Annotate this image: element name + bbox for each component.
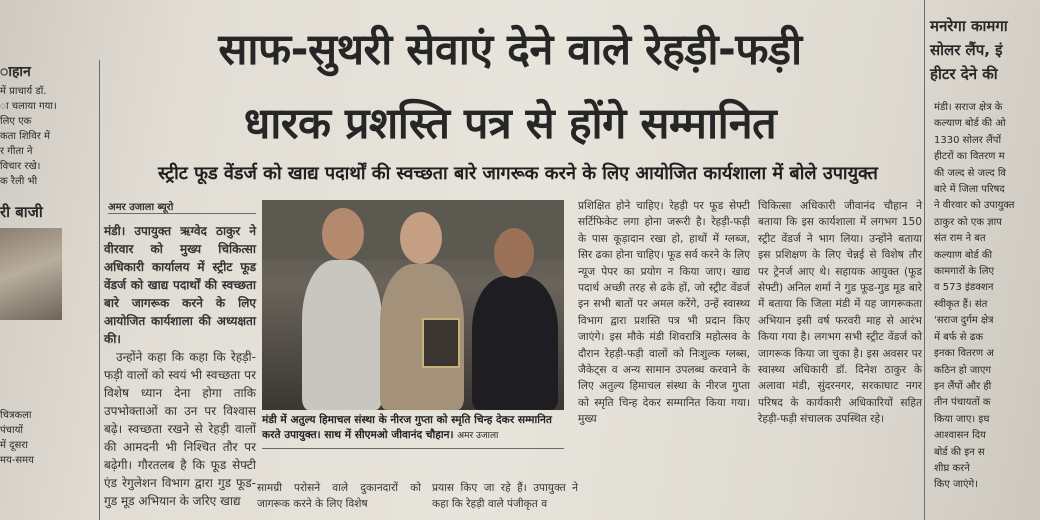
article-column-4: चिकित्सा अधिकारी जीवानंद चौहान ने बताया कि इस कार्यशाला में लगभग 150 स्ट्रीट वेंडर्ज ने भाग लिया। उन्होंने बताया इस प्रशिक्षण के लिए चेन्नई से विशेष तौर पर ट्रेनर्ज आए थे। सहायक आयुक्त (फूड सेफ्टी) अनिल शर्मा ने गुड फूड-गुड मूड बारे में बताया कि जिला मंडी में यह जागरूकता अभियान इसी वर्ष फरवरी माह से आरंभ किया गया है। लगभग सभी स्ट्रीट वेंडर्ज को जागरूक किया जा चुका है। इस अवसर पर स्वास्थ्य अधिकारी डॉ. दिनेश ठाकुर के अलावा मंडी, सुंदरनगर, सरकाघाट नगर परिषद के कार्यकारी अधिकारियों सहित रेहड़ी-फड़ी संचालक उपस्थित रहे। xyxy=(758,200,922,426)
left-strip-text xyxy=(0,84,57,189)
photo-person-right-head xyxy=(494,228,534,278)
left-strip-line: क रैली भी xyxy=(0,176,38,187)
left-adjacent-column xyxy=(0,0,98,520)
photo-credit: अमर उजाला xyxy=(457,431,499,441)
right-strip-line: की जल्द से जल्द वि xyxy=(934,167,1006,179)
right-strip-text xyxy=(934,100,1014,494)
article-paragraph: उन्होंने कहा कि कहा कि रेहड़ी-फड़ी वालों को स्वयं भी स्वच्छता पर विशेष ध्यान देना होगा ताकि उपभोक्ताओं का उन पर विश्वास बढ़े। स्वच्छता रखने से रेहड़ी वालों की आमदनी भी निश्चित तौर पर बढ़ेगी। गौरतलब है कि फूड सेफ्टी एंड रेगुलेशन विभाग द्वारा गुड फूड-गुड मूड अभियान के जरिए खाद्य xyxy=(104,350,256,508)
right-strip-headline-line: हीटर देने की xyxy=(930,65,998,83)
right-strip-line: व 573 इंडक्शन xyxy=(934,282,994,294)
headline-line-1: साफ-सुथरी सेवाएं देने वाले रेहड़ी-फड़ी xyxy=(218,25,802,75)
left-strip-line: लिए एक xyxy=(0,116,32,127)
left-strip-line: र गीता ने xyxy=(0,146,33,157)
left-strip-line: में प्राचार्य डॉ. xyxy=(0,86,47,97)
right-strip-line: मंडी। सराज क्षेत्र के xyxy=(934,102,1003,113)
right-strip-line: बोर्ड की इन स xyxy=(934,446,985,458)
right-strip-line: ने वीरवार को उपायुक्त xyxy=(934,200,1015,212)
left-strip-line: मय-समय xyxy=(0,455,34,466)
photo-caption xyxy=(262,413,564,444)
right-strip-headline-line: मनरेगा कामगा xyxy=(930,17,1008,35)
right-strip-headline-line: सोलर लैंप, इं xyxy=(930,41,1003,59)
memento-plaque xyxy=(422,318,460,368)
caption-rule xyxy=(262,448,564,449)
right-strip-line: ठाकुर को एक ज्ञाप xyxy=(934,216,1002,228)
photo-person-right xyxy=(472,276,558,410)
right-strip-line: इन लैंपों और ही xyxy=(934,380,992,392)
photo-person-left-head xyxy=(322,208,364,260)
article-column-3-bottom: प्रयास किए जा रहे हैं। उपायुक्त ने कहा कि रेहड़ी वाले पंजीकृत व xyxy=(432,482,578,511)
right-strip-line: कल्याण बोर्ड की xyxy=(934,249,993,261)
right-strip-line: आश्वासन दिय xyxy=(934,430,986,442)
right-adjacent-column xyxy=(922,0,1040,520)
article-column-1 xyxy=(104,222,256,508)
right-strip-line: 'सराज दुर्गम क्षेत्र xyxy=(934,315,994,327)
right-strip-line: कामगारों के लिए xyxy=(934,266,995,278)
photo-person-middle-head xyxy=(400,212,442,264)
right-strip-line: तीन पंचायतों क xyxy=(934,397,991,409)
right-strip-line: किए जाएंगे। xyxy=(934,479,978,491)
left-strip-line: पंचायों xyxy=(0,425,24,436)
right-strip-line: में बर्फ से ढक xyxy=(934,331,984,343)
left-strip-line: चित्रकला xyxy=(0,410,32,421)
subheadline: स्ट्रीट फूड वेंडर्ज को खाद्य पदार्थों की स्वच्छता बारे जागरूक करने के लिए आयोजित कार्यशाला में बोले उपायुक्त xyxy=(158,163,878,184)
left-strip-photo xyxy=(0,228,62,320)
right-strip-line: कल्याण बोर्ड की ओ xyxy=(934,118,1006,130)
article-lead-paragraph: मंडी। उपायुक्त ऋग्वेद ठाकुर ने वीरवार को मुख्य चिकित्सा अधिकारी कार्यालय में स्ट्रीट फूड वेंडर्ज को खाद्य पदार्थों की स्वच्छता बारे जागरूक करने के लिए आयोजित कार्यशाला की अध्यक्षता की। xyxy=(104,224,256,346)
left-strip-heading-2: री बाजी xyxy=(0,203,43,221)
article-column-3: प्रशिक्षित होने चाहिए। रेहड़ी पर फूड सेफ्टी सर्टिफिकेट लगा होना जरूरी है। रेहड़ी-फड़ी के पास कूड़ादान रखा हो, हाथों में ग्लब्ज, सिर ढका होना चाहिए। फूड सर्व करने के लिए न्यूज पेपर का प्रयोग न किया जाए। खाद्य पदार्थ अच्छी तरह से ढके हों, जो स्ट्रीट वेंडर्ज इन सभी बातों पर अमल करेंगे, उन्हें स्वास्थ्य विभाग द्वारा प्रशस्ति पत्र भी प्रदान किए जाएंगे। इस मौके मंडी शिवरात्रि महोत्सव के दौरान रेहड़ी-फड़ी वालों को निःशुल्क ग्लब्स, जैकेट्स व अन्य सामान उपलब्ध करवाने के लिए अतुल्य हिमाचल संस्था के नीरज गुप्ता को स्मृति चिन्ह देकर सम्मानित किया गया। मुख्य xyxy=(578,200,750,426)
article-column-2-bottom: सामग्री परोसने वाले दुकानदारों को जागरूक करने के लिए विशेष xyxy=(257,482,421,511)
left-strip-line: विचार रखे। xyxy=(0,161,41,172)
right-strip-line: हीटरों का वितरण म xyxy=(934,151,1005,163)
right-strip-headline xyxy=(930,14,1008,86)
left-strip-text-2 xyxy=(0,408,34,468)
right-strip-line: कठिन हो जाएग xyxy=(934,364,992,376)
right-strip-line: बारे में जिला परिषद xyxy=(934,184,1005,196)
headline-line-2: धारक प्रशस्ति पत्र से होंगे सम्मानित xyxy=(243,99,777,149)
byline: अमर उजाला ब्यूरो xyxy=(108,202,174,213)
byline-rule xyxy=(108,213,256,214)
right-strip-line: शीघ्र करने xyxy=(934,462,970,474)
article-photo xyxy=(262,200,564,410)
left-strip-line: ा चलाया गया। xyxy=(0,101,57,112)
left-strip-line: कता शिविर में xyxy=(0,131,50,142)
photo-caption-text: मंडी में अतुल्य हिमाचल संस्था के नीरज गुप्ता को स्मृति चिन्ह देकर सम्मानित करते उपायुक्त। साथ में सीएमओ जीवानंद चौहान। xyxy=(262,414,552,441)
column-divider xyxy=(99,60,100,520)
right-strip-line: इनका वितरण अ xyxy=(934,348,994,360)
photo-person-left xyxy=(302,260,382,410)
right-strip-line: संत राम ने बत xyxy=(934,233,986,245)
right-strip-line: किया जाए। इध xyxy=(934,413,990,425)
left-strip-heading: ाहान xyxy=(0,64,31,80)
right-strip-line: स्वीकृत हैं। संत xyxy=(934,298,988,310)
right-strip-line: 1330 सोलर लैंपों xyxy=(934,134,1002,146)
left-strip-line: में दूसरा xyxy=(0,440,28,451)
